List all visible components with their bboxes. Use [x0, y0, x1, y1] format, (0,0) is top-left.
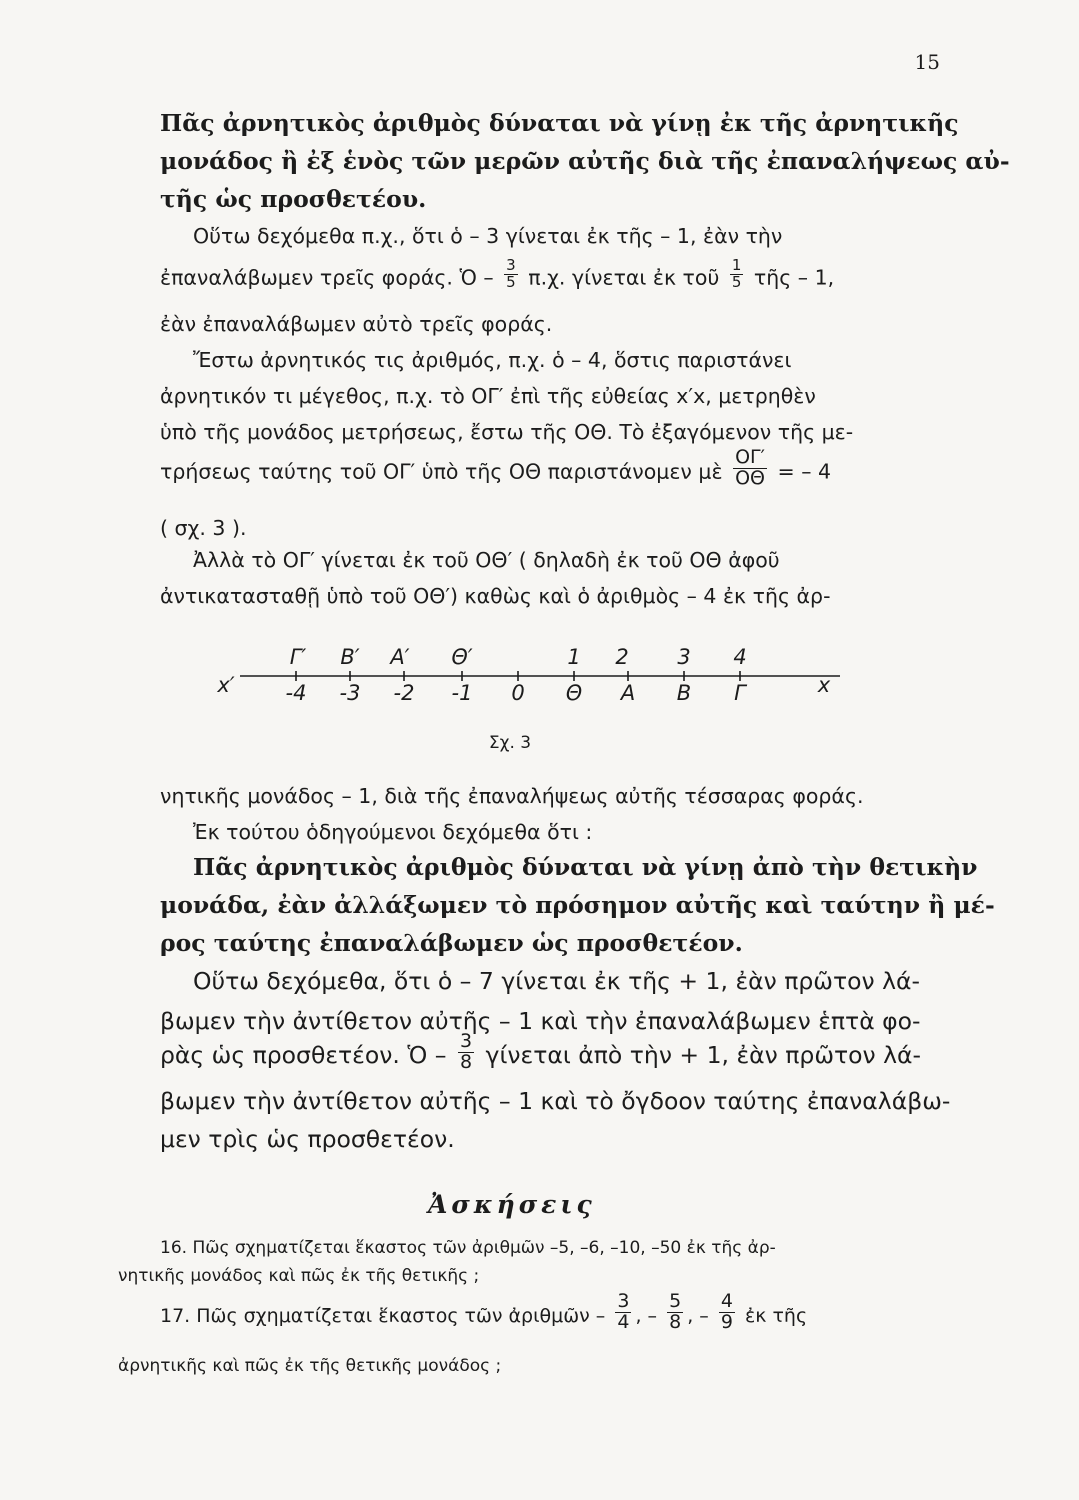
fraction-3-4: $\frac{3}{4}$ [617, 1290, 630, 1333]
fraction-4-9: $\frac{4}{9}$ [720, 1290, 733, 1333]
p2-line-5: ( σχ. 3 ). [160, 516, 247, 540]
fraction-1-5: $\frac{1}{5}$ [731, 256, 742, 291]
label-g-prime: Γ′ [289, 645, 307, 669]
fraction-og-otheta: $\frac{O\Gamma'}{O\Theta}$ [735, 446, 765, 489]
exercises-heading: Ἀσκήσεις [428, 1190, 596, 1219]
rule2-line-1: Πᾶς ἀρνητικὸς ἀριθμὸς δύναται νὰ γίνῃ ἀπὸ τὴν θετικὴν [193, 853, 978, 881]
exercise-17-line-2: ἀρνητικῆς καὶ πῶς ἐκ τῆς θετικῆς μονάδος ; [118, 1356, 502, 1376]
figure-caption: Σχ. 3 [488, 733, 532, 753]
p2-line-1: Ἔστω ἀρνητικός τις ἀριθμός, π.χ. ὁ – 4, ὅστις παριστάνει [193, 348, 792, 372]
exercise-16-line-1: 16. Πῶς σχηματίζεται ἕκαστος τῶν ἀριθμῶν –5, –6, –10, –50 ἐκ τῆς ἀρ- [160, 1238, 776, 1258]
exercise-17-line-1 [160, 1290, 940, 1337]
label-minus-2: -2 [393, 681, 415, 705]
p2-line-4a: τρήσεως ταύτης τοῦ ΟΓ′ ὑπὸ τῆς ΟΘ παριστάνομεν μὲ [160, 459, 723, 484]
rule1-line-3: τῆς ὡς προσθετέου. [160, 185, 427, 213]
p3-line-1: Ἀλλὰ τὸ ΟΓ′ γίνεται ἐκ τοῦ ΟΘ′ ( δηλαδὴ ἐκ τοῦ ΟΘ ἀφοῦ [193, 548, 780, 572]
p2-line-4 [160, 446, 940, 493]
rule2-line-2: μονάδα, ἐὰν ἀλλάξωμεν τὸ πρόσημον αὐτῆς καὶ ταύτην ἢ μέ- [160, 891, 995, 919]
rule1-line-2: μονάδος ἢ ἐξ ἑνὸς τῶν μερῶν αὐτῆς διὰ τῆς ἐπαναλήψεως αὐ- [160, 147, 1010, 175]
label-a-prime: Α′ [390, 645, 410, 669]
label-beta: Β [676, 681, 692, 705]
p1-line-1: Οὕτω δεχόμεθα π.χ., ὅτι ὁ – 3 γίνεται ἐκ τῆς – 1, ἐὰν τὴν [193, 224, 783, 248]
label-x: x [817, 673, 831, 697]
fraction-3-5: $\frac{3}{5}$ [506, 256, 516, 291]
p5-line-3 [160, 1030, 940, 1077]
label-1: 1 [567, 645, 581, 669]
label-minus-1: -1 [451, 681, 473, 705]
separator-2: , – [687, 1304, 709, 1327]
p2-line-2: ἀρνητικόν τι μέγεθος, π.χ. τὸ ΟΓ′ ἐπὶ τῆς εὐθείας x′x, μετρηθὲν [160, 384, 816, 408]
p1-line-3: ἐὰν ἐπαναλάβωμεν αὐτὸ τρεῖς φοράς. [160, 312, 553, 336]
separator-1: , – [635, 1304, 658, 1327]
fraction-5-8: $\frac{5}{8}$ [669, 1290, 682, 1333]
number-line-figure [200, 638, 860, 758]
page-number: 15 [914, 50, 940, 74]
p2-line-3: ὑπὸ τῆς μονάδος μετρήσεως, ἔστω τῆς ΟΘ. Τὸ ἐξαγόμενον τῆς με- [160, 420, 854, 444]
p5-line-3b: γίνεται ἀπὸ τὴν + 1, ἐὰν πρῶτον λά- [485, 1040, 922, 1069]
top-labels [290, 645, 747, 669]
p3-line-2: ἀντικατασταθῇ ὑπὸ τοῦ ΟΘ′) καθὼς καὶ ὁ ἀριθμὸς – 4 ἐκ τῆς ἀρ- [160, 584, 831, 608]
label-2: 2 [615, 645, 629, 669]
p1-line-2 [160, 256, 940, 295]
p5-line-3a: ρὰς ὡς προσθετέον. Ὁ – [160, 1040, 447, 1069]
label-0: 0 [511, 681, 525, 705]
label-x-prime: x′ [217, 673, 235, 697]
exercise-17-line-1b: ἐκ τῆς [744, 1304, 808, 1327]
p2-line-4b: = – 4 [777, 459, 832, 484]
p4-line-2: Ἐκ τούτου ὁδηγούμενοι δεχόμεθα ὅτι : [193, 820, 593, 844]
bottom-labels [216, 673, 830, 705]
exercise-16-line-2: νητικῆς μονάδος καὶ πῶς ἐκ τῆς θετικῆς ; [118, 1266, 480, 1286]
p4-line-1: νητικῆς μονάδος – 1, διὰ τῆς ἐπαναλήψεως αὐτῆς τέσσαρας φοράς. [160, 784, 864, 808]
p5-line-1: Οὕτω δεχόμεθα, ὅτι ὁ – 7 γίνεται ἐκ τῆς + 1, ἐὰν πρῶτον λά- [193, 967, 920, 995]
label-minus-3: -3 [339, 681, 361, 705]
label-theta-prime: Θ′ [451, 645, 473, 669]
p5-line-4: βωμεν τὴν ἀντίθετον αὐτῆς – 1 καὶ τὸ ὄγδοον ταύτης ἐπαναλάβω- [160, 1087, 951, 1115]
fraction-3-8: $\frac{3}{8}$ [459, 1030, 473, 1073]
p1-line-2b: π.χ. γίνεται ἐκ τοῦ [528, 265, 720, 290]
rule2-line-3: ρος ταύτης ἐπαναλάβωμεν ὡς προσθετέον. [160, 929, 743, 957]
label-gamma: Γ [734, 681, 746, 705]
label-4: 4 [733, 645, 747, 669]
label-minus-4: -4 [285, 681, 307, 705]
label-alpha: Α [620, 681, 636, 705]
rule1-line-1: Πᾶς ἀρνητικὸς ἀριθμὸς δύναται νὰ γίνῃ ἐκ τῆς ἀρνητικῆς [160, 109, 959, 137]
p5-line-2: βωμεν τὴν ἀντίθετον αὐτῆς – 1 καὶ τὴν ἐπαναλάβωμεν ἑπτὰ φο- [160, 1007, 921, 1035]
exercise-17-line-1a: 17. Πῶς σχηματίζεται ἕκαστος τῶν ἀριθμῶν – [160, 1304, 606, 1327]
label-theta: Θ [565, 681, 583, 705]
p1-line-2a: ἐπαναλάβωμεν τρεῖς φοράς. Ὁ – [160, 265, 494, 290]
p1-line-2c: τῆς – 1, [753, 265, 835, 290]
label-b-prime: Β′ [340, 645, 360, 669]
p5-line-5: μεν τρὶς ὡς προσθετέον. [160, 1125, 455, 1153]
label-3: 3 [677, 645, 691, 669]
